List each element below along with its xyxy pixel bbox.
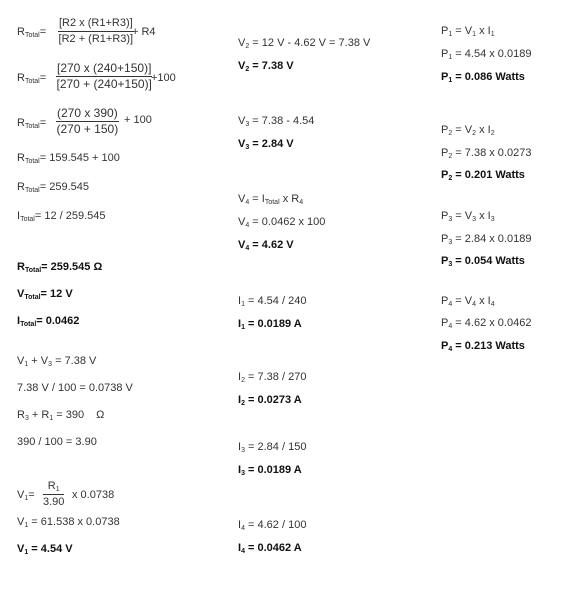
value: = 259.545: [39, 181, 89, 193]
i3-calc-line: [238, 440, 306, 454]
numerator: (270 x 390): [57, 106, 118, 120]
subscript: 2: [241, 400, 245, 407]
subscript: 4: [490, 301, 495, 308]
rtotal-sub-fraction: [56, 62, 152, 91]
p1-calc-line: [441, 47, 531, 61]
symbol: I: [238, 371, 242, 383]
i1-calc-line: [238, 294, 306, 308]
v3-calc-line: [238, 114, 314, 128]
subscript: 2: [448, 175, 453, 182]
value: = 159.545 + 100: [39, 152, 120, 164]
equals: =: [39, 117, 47, 129]
subscript: 1: [24, 549, 29, 556]
p4-formula-line: [441, 294, 495, 308]
v4-calc-line: [238, 215, 325, 229]
symbol: I: [238, 394, 242, 406]
i2-result: [238, 393, 302, 407]
symbol: I: [238, 519, 242, 531]
symbol: R: [17, 261, 25, 273]
value: = 4.62 / 100: [244, 519, 307, 531]
v1-ratio-lhs: [17, 488, 35, 502]
symbol: P: [441, 255, 449, 267]
value: = 7.38 V: [52, 355, 97, 367]
symbol: V: [238, 216, 246, 228]
symbol: P: [441, 48, 449, 60]
subscript: 3: [472, 216, 477, 223]
numerator: [R2 x (R1+R3)]: [58, 17, 134, 32]
p4-calc-line: [441, 316, 531, 330]
subscript: 1: [472, 31, 477, 38]
value: = 0.0273 A: [244, 394, 302, 406]
subscript: 2: [241, 377, 245, 384]
symbol: = I: [249, 193, 265, 205]
denominator: [R2 + (R1+R3)]: [58, 33, 134, 45]
symbol: V: [17, 489, 25, 501]
value: = 0.0189 A: [244, 318, 302, 330]
subscript: 4: [241, 548, 245, 555]
subscript: 1: [448, 31, 453, 38]
value: = 4.62 V: [249, 239, 294, 251]
subscript: 4: [241, 525, 245, 532]
symbol: = V: [452, 295, 473, 307]
subscript: 3: [24, 415, 29, 422]
symbol: + V: [28, 355, 49, 367]
symbol: I: [238, 542, 242, 554]
symbol: R: [17, 409, 25, 421]
symbol: R: [17, 152, 25, 164]
p3-calc-line: [441, 232, 531, 246]
equals: =: [39, 26, 47, 38]
subscript: 1: [55, 486, 60, 493]
v1-result: [17, 542, 73, 556]
rtotal-simplify-fraction: [56, 107, 119, 136]
itotal-result: [17, 314, 79, 328]
subscript: 1: [241, 301, 245, 308]
value: = 390: [53, 409, 85, 421]
symbol: P: [441, 124, 449, 136]
numerator: [270 x (240+150)]: [57, 61, 152, 75]
rtotal-result: [17, 260, 102, 274]
symbol: = V: [452, 210, 473, 222]
numerator: [43, 480, 64, 495]
subscript: 3: [245, 144, 250, 151]
resistance-divide-line: 390 / 100 = 3.90: [17, 436, 97, 448]
symbol: P: [441, 147, 449, 159]
p3-result: [441, 254, 525, 268]
subscript: 3: [448, 239, 453, 246]
symbol: I: [17, 210, 21, 222]
v1-ratio-tail: x 0.0738: [72, 489, 115, 501]
subscript: Total: [24, 294, 41, 301]
v3-result: [238, 137, 294, 151]
p3-formula-line: [441, 209, 495, 223]
subscript: 4: [245, 222, 250, 229]
subscript: 2: [245, 43, 250, 50]
subscript: 2: [472, 130, 477, 137]
voltage-divide-line: 7.38 V / 100 = 0.0738 V: [17, 382, 133, 394]
symbol: V: [17, 355, 25, 367]
rtotal-value-line: [17, 180, 89, 194]
v1-calc-line: [17, 515, 120, 529]
p1-result: [441, 70, 525, 84]
symbol: I: [238, 318, 242, 330]
symbol: P: [441, 210, 449, 222]
rtotal-formula-lhs: [17, 25, 46, 39]
value: = 0.0189 A: [244, 464, 302, 476]
symbol: P: [441, 25, 449, 37]
rtotal-simplify-tail: + 100: [124, 114, 152, 126]
symbol: R: [47, 480, 56, 492]
p2-result: [441, 168, 525, 182]
subscript: 2: [490, 130, 495, 137]
subscript: 1: [448, 54, 453, 61]
equals: =: [39, 72, 47, 84]
value: = 2.84 x 0.0189: [452, 233, 532, 245]
value: = 61.538 x 0.0738: [28, 516, 120, 528]
symbol: I: [238, 295, 242, 307]
rtotal-sub-tail: +100: [151, 72, 176, 84]
subscript: 4: [245, 245, 250, 252]
subscript: Total: [20, 216, 35, 223]
value: = 4.54 x 0.0189: [452, 48, 532, 60]
subscript: 4: [245, 199, 250, 206]
subscript: Total: [24, 123, 40, 130]
symbol: x R: [279, 193, 300, 205]
subscript: 4: [448, 346, 453, 353]
symbol: P: [441, 317, 449, 329]
symbol: I: [238, 441, 242, 453]
subscript: 4: [472, 301, 477, 308]
value: = 0.0462 A: [244, 542, 302, 554]
symbol: V: [17, 543, 25, 555]
itotal-calc-line: [17, 209, 106, 223]
rtotal-sub-lhs: [17, 71, 46, 85]
symbol: P: [441, 340, 449, 352]
symbol: V: [238, 239, 246, 251]
p2-calc-line: [441, 146, 531, 160]
symbol: P: [441, 71, 449, 83]
denominator: [270 + (240+150)]: [56, 77, 152, 91]
i4-result: [238, 541, 302, 555]
vtotal-result: [17, 287, 73, 301]
p1-formula-line: [441, 24, 495, 38]
p2-formula-line: [441, 123, 495, 137]
rtotal-simplify-lhs: [17, 116, 46, 130]
v2-calc-line: [238, 36, 370, 50]
subscript: 3: [48, 361, 53, 368]
value: = 12 V - 4.62 V = 7.38 V: [249, 37, 371, 49]
symbol: V: [238, 138, 246, 150]
subscript: Total: [24, 78, 40, 85]
value: = 12 / 259.545: [34, 210, 106, 222]
subscript: 3: [245, 121, 250, 128]
value: = 12 V: [40, 288, 73, 300]
i1-result: [238, 317, 302, 331]
value: = 4.54 / 240: [244, 295, 307, 307]
value: = 259.545 Ω: [41, 261, 103, 273]
subscript: 3: [241, 447, 245, 454]
value: = 7.38 - 4.54: [249, 115, 315, 127]
symbol: P: [441, 169, 449, 181]
ohm-unit: Ω: [96, 409, 105, 421]
equals: =: [28, 489, 35, 501]
value: = 7.38 V: [249, 60, 294, 72]
symbol: R: [17, 181, 25, 193]
value: = 2.84 V: [249, 138, 294, 150]
symbol: V: [238, 37, 246, 49]
subscript: 1: [24, 495, 29, 502]
value: = 0.0462 x 100: [249, 216, 326, 228]
subscript: 1: [490, 31, 495, 38]
rtotal-formula-tail: + R4: [132, 26, 156, 38]
value: = 4.54 V: [28, 543, 73, 555]
denominator: (270 + 150): [56, 122, 119, 136]
i4-calc-line: [238, 518, 306, 532]
symbol: = V: [452, 25, 473, 37]
subscript: 1: [448, 77, 453, 84]
value: = 0.086 Watts: [452, 71, 525, 83]
symbol: P: [441, 295, 449, 307]
subscript: 2: [448, 153, 453, 160]
v4-formula-line: [238, 192, 303, 206]
subscript: 3: [490, 216, 495, 223]
subscript: 3: [448, 216, 453, 223]
v4-result: [238, 238, 294, 252]
value: = 2.84 / 150: [244, 441, 307, 453]
subscript: 4: [299, 199, 304, 206]
value: = 0.0462: [36, 315, 80, 327]
subscript: 2: [245, 66, 250, 73]
symbol: + R: [28, 409, 50, 421]
subscript: 1: [24, 361, 29, 368]
subscript: 3: [241, 470, 245, 477]
value: = 0.201 Watts: [452, 169, 525, 181]
symbol: V: [17, 516, 25, 528]
symbol: R: [17, 26, 25, 38]
rtotal-sum-line: [17, 151, 120, 165]
subscript: 3: [448, 261, 453, 268]
symbol: x I: [476, 295, 491, 307]
v1-ratio-fraction: [43, 480, 64, 509]
symbol: I: [17, 315, 21, 327]
symbol: P: [441, 233, 449, 245]
subscript: Total: [264, 199, 280, 206]
i2-calc-line: [238, 370, 306, 384]
symbol: I: [238, 464, 242, 476]
symbol: V: [17, 288, 25, 300]
symbol: x I: [476, 124, 491, 136]
subscript: 4: [448, 323, 453, 330]
subscript: Total: [24, 187, 40, 194]
subscript: 4: [448, 301, 453, 308]
value: = 7.38 / 270: [244, 371, 307, 383]
symbol: x I: [476, 25, 491, 37]
subscript: Total: [20, 321, 37, 328]
value: = 0.054 Watts: [452, 255, 525, 267]
value: = 4.62 x 0.0462: [452, 317, 532, 329]
symbol: = V: [452, 124, 473, 136]
v1-v3-sum-line: [17, 354, 96, 368]
subscript: 1: [24, 522, 29, 529]
symbol: x I: [476, 210, 491, 222]
value: = 0.213 Watts: [452, 340, 525, 352]
subscript: Total: [24, 158, 40, 165]
value: = 7.38 x 0.0273: [452, 147, 532, 159]
symbol: R: [17, 72, 25, 84]
subscript: 2: [448, 130, 453, 137]
p4-result: [441, 339, 525, 353]
symbol: V: [238, 115, 246, 127]
denominator: 3.90: [43, 496, 65, 508]
subscript: Total: [24, 267, 42, 274]
subscript: 1: [241, 324, 245, 331]
i3-result: [238, 463, 302, 477]
subscript: Total: [24, 32, 40, 39]
subscript: 1: [49, 415, 54, 422]
r3-r1-sum-line: [17, 408, 104, 422]
symbol: R: [17, 117, 25, 129]
symbol: V: [238, 193, 246, 205]
rtotal-formula-fraction: [58, 17, 134, 46]
v2-result: [238, 59, 294, 73]
symbol: V: [238, 60, 246, 72]
